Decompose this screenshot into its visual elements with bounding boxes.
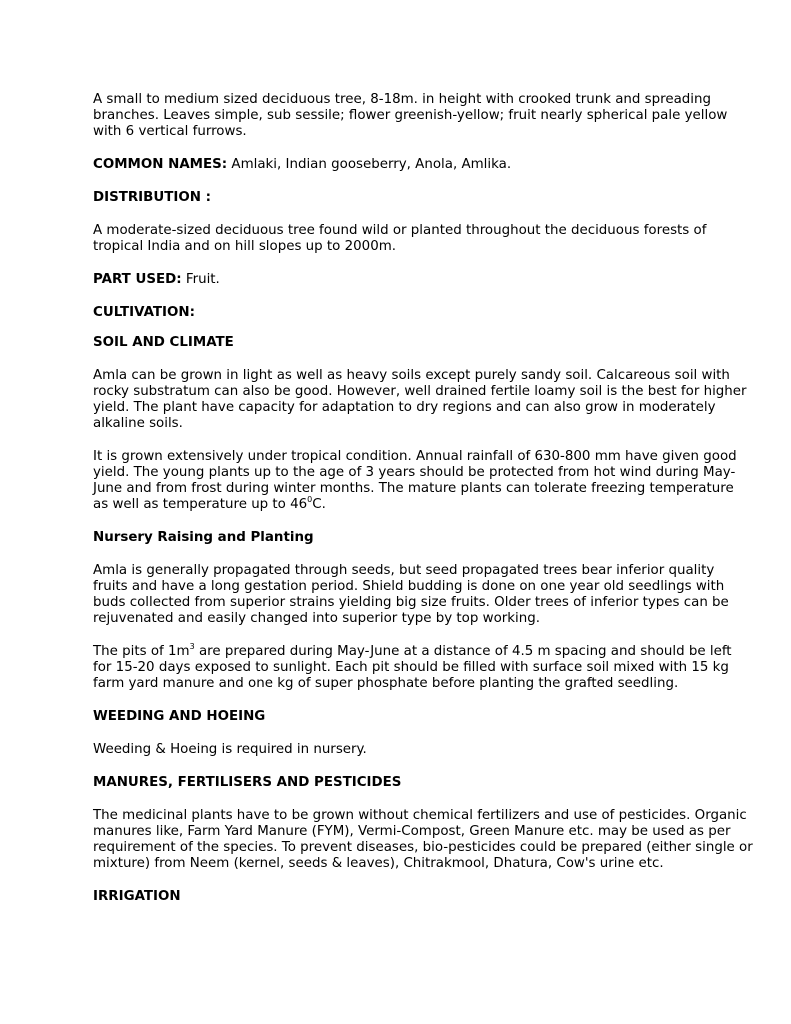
weeding-heading: WEEDING AND HOEING bbox=[93, 709, 266, 724]
soil-climate-heading: SOIL AND CLIMATE bbox=[93, 335, 234, 350]
manures-heading: MANURES, FERTILISERS AND PESTICIDES bbox=[93, 775, 402, 790]
propagation-paragraph: Amla is generally propagated through seeds, but seed propagated trees bear inferior quality fruits and have a long gestation period. Shield budding is done on one year old seedlings with buds collected from superior strains yielding big size fruits. Older trees of inferior types can be rejuvenated and easily changed into superior type by top working. bbox=[93, 563, 729, 626]
common-names-value: Amlaki, Indian gooseberry, Anola, Amlika. bbox=[227, 157, 512, 172]
climate-text-end: C. bbox=[312, 497, 326, 512]
distribution-heading: DISTRIBUTION : bbox=[93, 190, 211, 205]
cultivation-heading: CULTIVATION: bbox=[93, 305, 195, 320]
part-used-value: Fruit. bbox=[181, 272, 220, 287]
climate-paragraph bbox=[93, 449, 753, 513]
planting-text: The pits of 1m bbox=[93, 644, 190, 659]
part-used-label: PART USED: bbox=[93, 272, 182, 287]
soil-paragraph: Amla can be grown in light as well as heavy soils except purely sandy soil. Calcareous soil with rocky substratum can also be good. However, well drained fertile loamy soil is the best for higher yield. The plant have capacity for adaptation to dry regions and can also grow in moderately alkaline soils. bbox=[93, 368, 747, 431]
irrigation-heading: IRRIGATION bbox=[93, 889, 181, 904]
degree-superscript: 0 bbox=[307, 495, 313, 504]
planting-paragraph bbox=[93, 644, 753, 692]
nursery-heading: Nursery Raising and Planting bbox=[93, 530, 314, 545]
weeding-paragraph: Weeding & Hoeing is required in nursery. bbox=[93, 742, 367, 757]
cubic-superscript: 3 bbox=[189, 642, 195, 651]
common-names-line bbox=[93, 157, 753, 173]
distribution-paragraph: A moderate-sized deciduous tree found wild or planted throughout the deciduous forests of tropical India and on hill slopes up to 2000m. bbox=[93, 223, 707, 254]
intro-paragraph: A small to medium sized deciduous tree, 8-18m. in height with crooked trunk and spreading branches. Leaves simple, sub sessile; flower greenish-yellow; fruit nearly spherical pale yellow with 6 vertical furrows. bbox=[93, 92, 728, 139]
manures-paragraph: The medicinal plants have to be grown without chemical fertilizers and use of pesticides. Organic manures like, Farm Yard Manure (FYM), Vermi-Compost, Green Manure etc. may be used as per requirement of the species. To prevent diseases, bio-pesticides could be prepared (either single or mixture) from Neem (kernel, seeds & leaves), Chitrakmool, Dhatura, Cow's urine etc. bbox=[93, 808, 753, 871]
planting-text-end: are prepared during May-June at a distance of 4.5 m spacing and should be left for 15-20 days exposed to sunlight. Each pit should be filled with surface soil mixed with 15 kg farm yard manure and one kg of super phosphate before planting the grafted seedling. bbox=[93, 644, 732, 691]
part-used-line bbox=[93, 272, 753, 288]
climate-text: It is grown extensively under tropical condition. Annual rainfall of 630-800 mm have given good yield. The young plants up to the age of 3 years should be protected from hot wind during May-June and from frost during winter months. The mature plants can tolerate freezing temperature as well as temperature up to 46 bbox=[93, 449, 737, 512]
document-page bbox=[93, 92, 753, 922]
common-names-label: COMMON NAMES: bbox=[93, 157, 228, 172]
